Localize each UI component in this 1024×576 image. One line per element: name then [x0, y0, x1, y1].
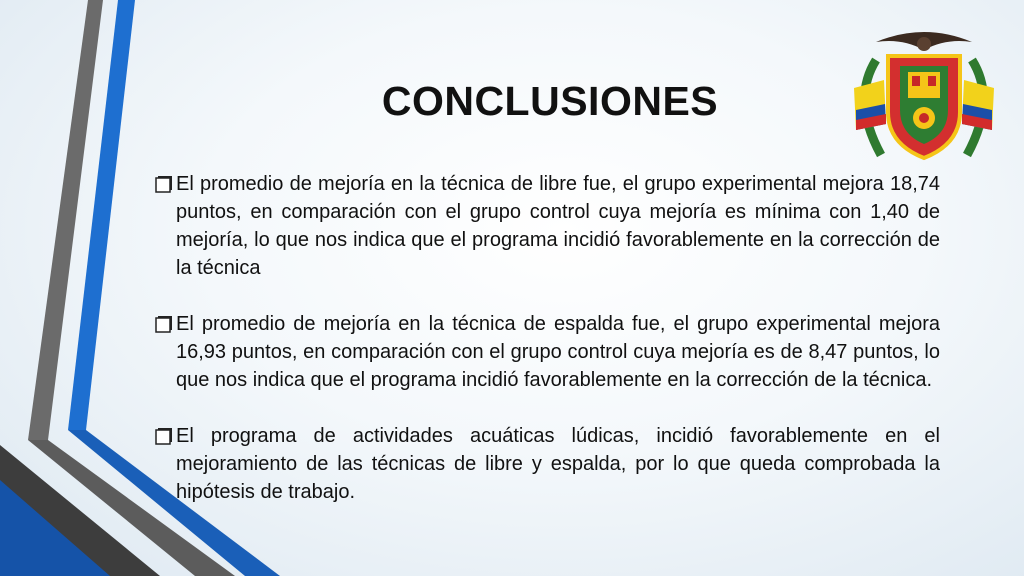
checkbox-square-icon	[155, 315, 173, 333]
blue-stripe	[68, 0, 135, 430]
list-item	[155, 170, 940, 282]
bullet-text: El promedio de mejoría en la técnica de espalda fue, el grupo experimental mejora 16,93 puntos, en comparación con el grupo control cuya mejoría es de 8,47 puntos, lo que nos indica que el programa incidió favorablemente en la corrección de la técnica.	[176, 313, 940, 391]
conclusions-list	[155, 170, 940, 534]
bullet-text: El promedio de mejoría en la técnica de libre fue, el grupo experimental mejora 18,74 puntos, en comparación con el grupo control cuya mejoría es mínima con 1,40 de mejoría, lo que nos indica que el programa incidió favorablemente en la corrección de la técnica	[176, 173, 940, 279]
checkbox-square-icon	[155, 427, 173, 445]
list-item	[155, 310, 940, 394]
checkbox-square-icon	[155, 175, 173, 193]
bullet-text: El programa de actividades acuáticas lúdicas, incidió favorablemente en el mejoramiento de las técnicas de libre y espalda, por lo que queda comprobada la hipótesis de trabajo.	[176, 425, 940, 503]
institution-coat-of-arms-icon	[846, 20, 1002, 166]
list-item	[155, 422, 940, 506]
slide-title: CONCLUSIONES	[381, 78, 719, 124]
